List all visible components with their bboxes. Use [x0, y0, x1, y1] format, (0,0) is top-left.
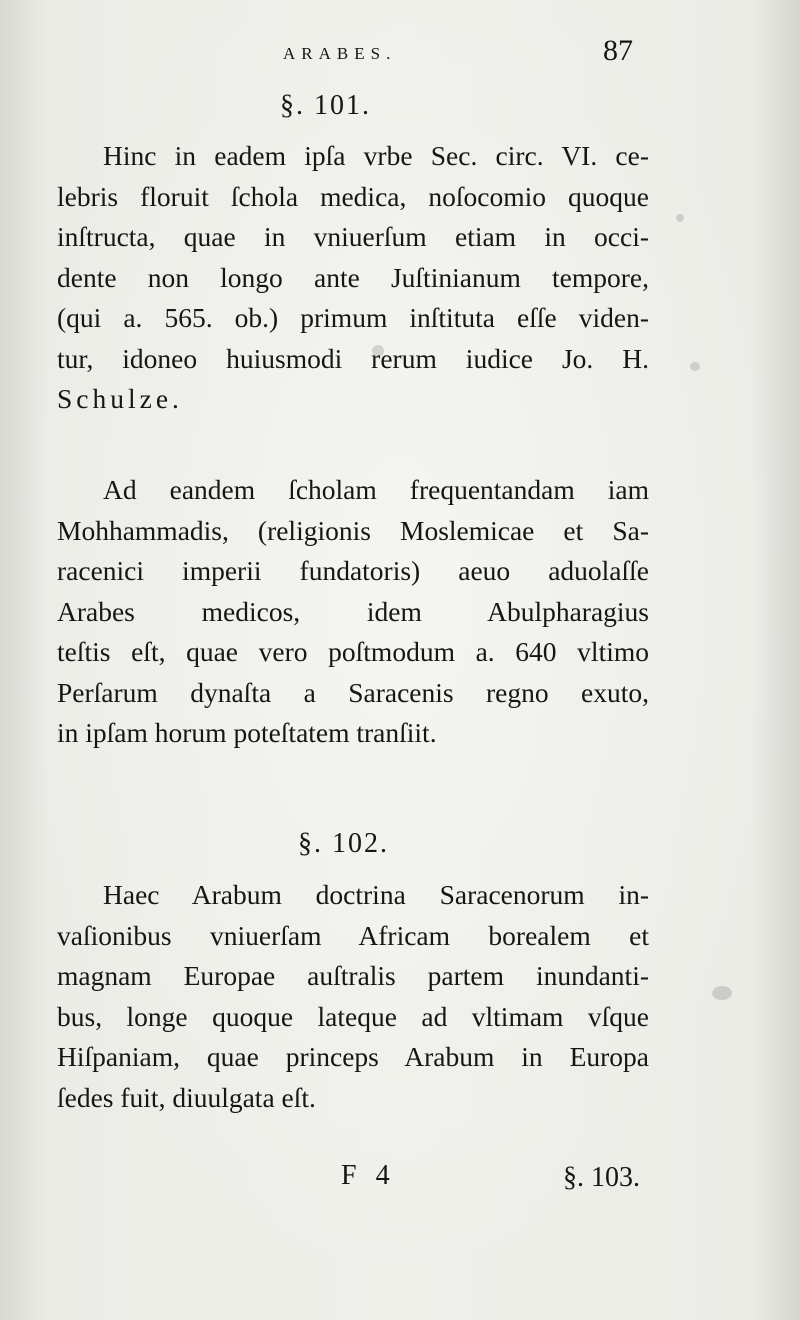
paper-stain	[690, 362, 700, 371]
running-title: ARABES.	[283, 44, 397, 63]
text-line: (qui a. 565. ob.) primum inſtituta eſſe viden-	[57, 302, 649, 333]
paragraph-102	[57, 875, 649, 1118]
paper-stain	[712, 986, 732, 1000]
text-line: Ad eandem ſcholam frequentandam iam	[103, 474, 649, 505]
paragraph-101-a	[57, 136, 649, 420]
signature-mark: F 4	[341, 1160, 396, 1191]
text-line: bus, longe quoque lateque ad vltimam vſque	[57, 1000, 649, 1032]
text-line: Perſarum dynaſta a Saracenis regno exuto,	[57, 676, 649, 708]
text-line: ſedes fuit, diuulgata eſt.	[57, 1081, 316, 1113]
text-line: dente non longo ante Juſtinianum tempore,	[57, 261, 649, 293]
text-line: racenici imperii fundatoris) aeuo aduolaſſe	[57, 555, 649, 586]
paper-stain	[676, 214, 684, 222]
section-heading-101: §. 101.	[280, 90, 371, 121]
text-line: Schulze.	[57, 383, 183, 414]
text-line: in ipſam horum poteſtatem tranſiit.	[57, 717, 437, 748]
text-line: vaſionibus vniuerſam Africam borealem et	[57, 919, 649, 951]
catchword: §. 103.	[563, 1162, 640, 1193]
text-line: Hinc in eadem ipſa vrbe Sec. circ. VI. ce-	[103, 140, 649, 171]
text-line: teſtis eſt, quae vero poſtmodum a. 640 vltimo	[57, 636, 649, 667]
page-number: 87	[603, 34, 633, 67]
text-line: inſtructa, quae in vniuerſum etiam in occi-	[57, 221, 649, 252]
section-heading-102: §. 102.	[298, 828, 389, 859]
text-line: Haec Arabum doctrina Saracenorum in-	[103, 879, 649, 910]
text-line: Mohhammadis, (religionis Moslemicae et Sa-	[57, 514, 649, 546]
text-line: magnam Europae auſtralis partem inundanti-	[57, 960, 649, 991]
paragraph-101-b	[57, 470, 649, 754]
text-line: Arabes medicos, idem Abulpharagius	[57, 595, 649, 627]
text-line: Hiſpaniam, quae princeps Arabum in Europa	[57, 1041, 649, 1072]
text-line: tur, idoneo huiusmodi rerum iudice Jo. H.	[57, 342, 649, 374]
text-line: lebris floruit ſchola medica, noſocomio quoque	[57, 180, 649, 212]
paper-stain	[372, 345, 384, 357]
